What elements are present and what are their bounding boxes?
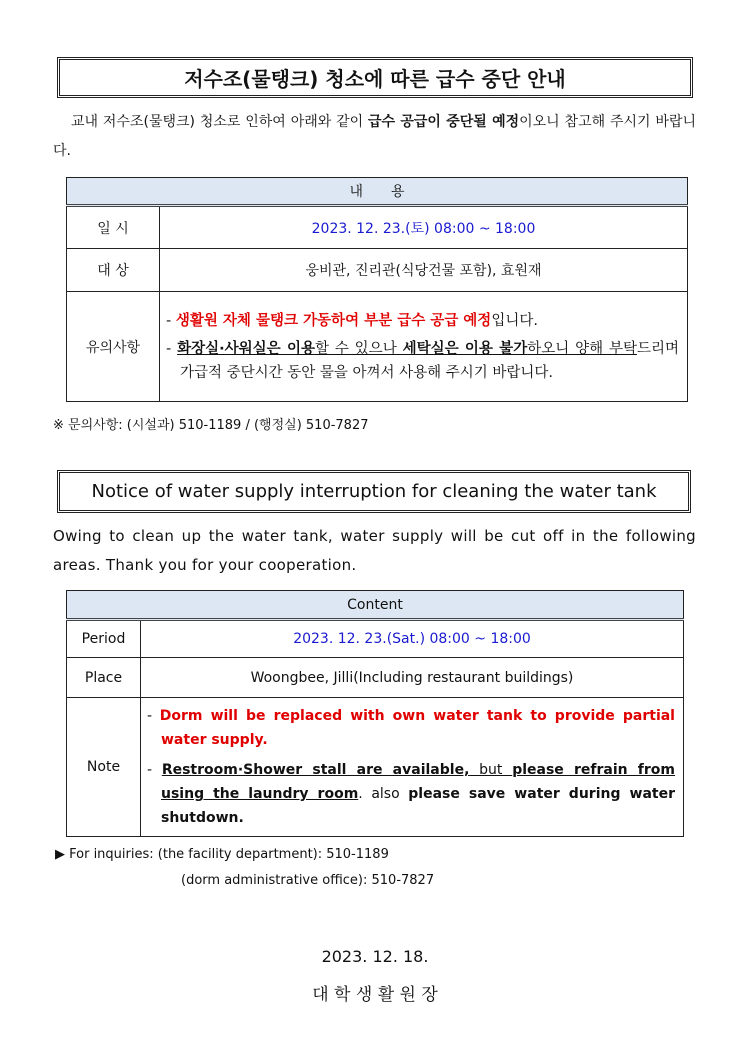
intro-text: 이오니 참고해 주시기 바랍니다. [53,114,696,159]
note-item: - 화장실·사워실은 이용할 수 있으나 세탁실은 이용 불가하오니 양해 부탁드리며 가급적 중단시간 동안 물을 아껴서 사용해 주시기 바랍니다. [166,340,679,381]
english-inquiry-1: ▶ For inquiries: (the facility department): 510-1189 [55,847,389,862]
row-label: Period [67,620,141,658]
row-label: 일 시 [67,206,160,249]
note-text: 할 수 있으나 [314,340,403,357]
note-bold: 화장실·사워실은 이용 [177,340,315,357]
note-bold: Restroom·Shower stall are available, [161,762,470,778]
note-text: 하오니 양해 부탁 [527,340,637,357]
note-bold: please save water during water shutdown. [161,786,675,826]
korean-intro [53,108,696,166]
english-table [66,590,684,837]
note-cell [141,698,684,837]
note-item: - 생활원 자체 물탱크 가동하여 부분 급수 공급 예정입니다. [166,312,538,329]
intro-text: 교내 저수조(물탱크) 청소로 인하여 아래와 같이 [71,114,369,130]
note-text: 입니다. [491,312,538,329]
korean-title-text: 저수조(물탱크) 청소에 따른 급수 중단 안내 [184,67,566,91]
row-label: Place [67,658,141,698]
row-value: Woongbee, Jilli(Including restaurant buildings) [141,658,684,698]
row-value: 2023. 12. 23.(Sat.) 08:00 ~ 18:00 [141,620,684,658]
row-label: Note [67,698,141,837]
intro-bold: 급수 공급이 중단될 예정 [368,114,520,130]
note-red: Dorm will be replaced with own water tank to provide partial water supply. [159,708,675,748]
korean-inquiry: ※ 문의사항: (시설과) 510-1189 / (행정실) 510-7827 [53,418,369,433]
note-red: 생활원 자체 물탱크 가동하여 부분 급수 공급 예정 [175,312,492,329]
row-value: 2023. 12. 23.(토) 08:00 ~ 18:00 [160,206,688,249]
row-value: 웅비관, 진리관(식당건물 포함), 효원재 [160,249,688,292]
note-text: . also [358,786,409,802]
table-header: 내 용 [67,178,688,206]
note-item: - Restroom·Shower stall are available, but please refrain from using the laundry room. also please save water during water shutdown. [147,762,675,826]
note-text: 드리며 가급적 중단시간 동안 물을 아껴서 사용해 주시기 바랍니다. [180,340,679,381]
row-label: 대 상 [67,249,160,292]
korean-title [57,57,693,98]
note-bold: 세탁실은 이용 불가 [402,340,528,357]
notice-date: 2023. 12. 18. [321,947,429,966]
english-title-text: Notice of water supply interruption for cleaning the water tank [91,481,657,502]
row-label: 유의사항 [67,292,160,402]
english-intro: Owing to clean up the water tank, water supply will be cut off in the following areas. Thank you for your cooperation. [53,527,696,574]
note-text: but [469,762,513,778]
note-item: - Dorm will be replaced with own water tank to provide partial water supply. [147,708,675,748]
english-inquiry-2: (dorm administrative office): 510-7827 [181,873,435,888]
signature: 대 학 생 활 원 장 [312,985,438,1005]
note-cell [160,292,688,402]
english-title [57,470,691,513]
table-header: Content [67,591,684,620]
note-bold: please refrain from using the laundry room [161,762,675,802]
korean-table [66,177,688,402]
